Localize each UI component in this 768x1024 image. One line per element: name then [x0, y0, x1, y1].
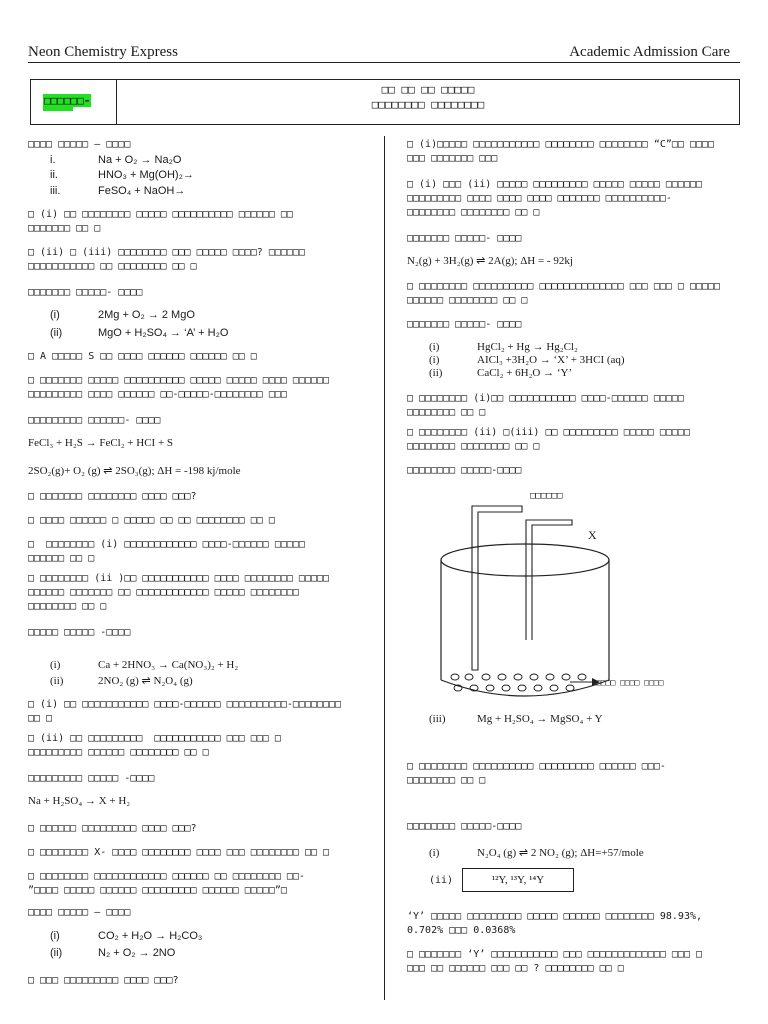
chemical-equation: 2SO₂(g)+ O₂ (g) ⇌ 2SO₃(g); ΔH = -198 kj/mole — [28, 465, 241, 477]
equation-row — [429, 846, 644, 860]
chapter-badge: □□□□□□- — [44, 94, 91, 107]
question-text: ‘Y’ □□□□□ □□□□□□□□□ □□□□□ □□□□□□ □□□□□□□□ 98.93%, 0.702% □□□ 0.0368% — [407, 911, 703, 936]
question-text: □□□□□□□□□ □□□□□□- □□□□ — [28, 415, 161, 426]
equation-row — [50, 658, 238, 672]
gas-collection-diagram — [430, 480, 690, 705]
item-number: (i) — [50, 309, 60, 321]
equation-row — [28, 464, 241, 478]
question-text: □□□□□□□□ □□□□□-□□□□ — [407, 821, 522, 832]
chemical-equation: N₂(g) + 3H₂(g) ⇌ 2A(g); ΔH = - 92kj — [407, 255, 573, 267]
question-text: □□□□□□□ □□□□□- □□□□ — [407, 319, 522, 330]
question-text: □ □□□□□□□□ (ii) □(iii) □□ □□□□□□□□□ □□□□□ □□□□□ □□□□□□□□ □□□□□□□□ □□ □ — [407, 427, 690, 452]
diagram-x-label: X — [588, 528, 597, 542]
chemical-equation: Na + O₂ → Na₂O — [98, 154, 182, 166]
item-number: ii. — [50, 169, 58, 181]
chemical-equation: Na + H₂SO₄ → X + H₂ — [28, 795, 131, 807]
equation-row — [28, 794, 130, 808]
question-text: □ □□□□□□□ ‘Y’ □□□□□□□□□□□ □□□ □□□□□□□□□□□□□ □□□ □ □□□ □□ □□□□□□ □□□ □□ ? □□□□□□□□ □□ □ — [407, 949, 703, 974]
chemical-equation: MgO + H₂SO₄ → ‘A’ + H₂O — [98, 327, 229, 339]
question-text: □ (i) □□ □□□□□□□□□□□ □□□□-□□□□□□ □□□□□□□□□□-□□□□□□□□ □□ □ — [28, 699, 342, 724]
chemical-equation: Mg + H₂SO₄ → MgSO₄ + Y — [477, 713, 603, 725]
equation-row — [50, 326, 228, 340]
equation-row — [50, 153, 181, 167]
chemical-equation: 2Mg + O₂ → 2 MgO — [98, 309, 195, 321]
equation-row — [429, 712, 603, 726]
isotope-box: ¹²Y, ¹³Y, ¹⁴Y — [462, 868, 574, 892]
question-text: □□□□□□□□□ □□□□□ -□□□□ — [28, 773, 155, 784]
item-number: iii. — [50, 185, 61, 197]
item-number: (ii) — [50, 947, 63, 959]
question-text: □□□□□□□ □□□□□- □□□□ — [28, 287, 143, 298]
question-text: (ii) — [429, 875, 454, 886]
equation-row — [50, 674, 193, 688]
chemical-equation: CaCl₂ + 6H₂O → ‘Y’ — [477, 367, 573, 379]
title-box — [30, 79, 740, 125]
item-number: i. — [50, 154, 56, 166]
question-text: □□□□□ □□□□□ -□□□□ — [28, 627, 131, 638]
question-text: □ □□□□□□□□ (ii )□□ □□□□□□□□□□□ □□□□ □□□□□□□□ □□□□□ □□□□□□ □□□□□□□ □□ □□□□□□□□□□□□ □□□□□ □□□□□□□□ □□□□□□□□ □□ □ — [28, 573, 330, 612]
diagram-top-label: □□□□□□ — [530, 491, 563, 501]
item-number: (i) — [50, 930, 60, 942]
question-text: □ □□□□□□□□ □□□□□□□□□□□□ □□□□□□ □□ □□□□□□□□ □□- ”□□□□ □□□□□ □□□□□□ □□□□□□□□□ □□□□□□ □□□□□”□ — [28, 871, 305, 896]
question-text: □ □□□□□□□□ (i) □□□□□□□□□□□□ □□□□-□□□□□□ □□□□□ □□□□□□ □□ □ — [28, 539, 305, 564]
page-header — [28, 44, 740, 64]
question-text: □ □□□□□□ □□□□□□□□□ □□□□ □□□? — [28, 823, 197, 834]
item-number: (i) — [50, 659, 61, 671]
equation-row — [50, 946, 175, 960]
title-line-2: □□□□□□□□ □□□□□□□□ — [371, 98, 485, 111]
question-text: □ □□□□□□□□ X- □□□□ □□□□□□□□ □□□□ □□□ □□□□□□□□ □□ □ — [28, 847, 330, 858]
question-text: □ (i)□□□□□ □□□□□□□□□□□ □□□□□□□□ □□□□□□□□ “C”□□ □□□□ □□□ □□□□□□□ □□□ — [407, 139, 715, 164]
equation-row — [50, 184, 185, 198]
chemical-equation: AICl₃ +3H₂O → ‘X’ + 3HCI (aq) — [477, 354, 625, 366]
publisher-name: Neon Chemistry Express — [28, 44, 178, 60]
equation-row — [429, 366, 572, 380]
diagram-bottom-label: □□□□ □□□□ □□□□ — [596, 678, 664, 687]
question-text: □□□□ □□□□□ – □□□□ — [28, 907, 131, 918]
equation-row — [429, 353, 625, 367]
title-line-1: □□ □□ □□ □□□□□ — [381, 83, 475, 96]
item-number: (ii) — [429, 367, 443, 379]
header-divider — [28, 62, 740, 63]
item-number: (ii) — [50, 675, 64, 687]
chemical-equation: FeSO₄ + NaOH→ — [98, 185, 186, 197]
question-text: □ □□□□ □□□□□□ □ □□□□□ □□ □□ □□□□□□□□ □□ □ — [28, 515, 275, 526]
question-text: □ (ii) □□ □□□□□□□□□ □□□□□□□□□□□ □□□ □□□ □ □□□□□□□□□ □□□□□□ □□□□□□□□ □□ □ — [28, 733, 281, 758]
item-number: (iii) — [429, 713, 446, 725]
question-text: □ (ii) □ (iii) □□□□□□□□ □□□ □□□□□ □□□□? □□□□□□ □□□□□□□□□□□ □□ □□□□□□□□ □□ □ — [28, 247, 305, 272]
equation-row — [28, 436, 173, 450]
chemical-equation: FeCl₃ + H₂S → FeCl₂ + HCI + S — [28, 437, 174, 449]
chemical-equation: N₂O₄ (g) ⇌ 2 NO₂ (g); ΔH=+57/mole — [477, 847, 644, 859]
question-text: □ (i) □□ □□□□□□□□ □□□□□ □□□□□□□□□□ □□□□□□ □□ □□□□□□□ □□ □ — [28, 209, 293, 234]
question-text: □ □□□□□□□ □□□□□ □□□□□□□□□□ □□□□□ □□□□□ □□□□ □□□□□□ □□□□□□□□□ □□□□ □□□□□□ □□-□□□□□-□□□□□□□□ □□□ — [28, 375, 330, 400]
chemical-equation: Ca + 2HNO₃ → Ca(NO₃)₂ + H₂ — [98, 659, 239, 671]
chemical-equation: 2NO₂ (g) ⇌ N₂O₄ (g) — [98, 675, 193, 687]
chemical-equation: CO₂ + H₂O → H₂CO₃ — [98, 930, 203, 942]
column-divider — [384, 136, 385, 1000]
question-text: □ □□□ □□□□□□□□□ □□□□ □□□? — [28, 975, 179, 986]
question-text: □ A □□□□□ S □□ □□□□ □□□□□□ □□□□□□ □□ □ — [28, 351, 257, 362]
equation-row — [50, 168, 194, 182]
equation-row — [429, 340, 578, 354]
chapter-badge-highlight — [43, 107, 73, 111]
chemical-equation: HNO₃ + Mg(OH)₂→ — [98, 169, 194, 181]
equation-row — [407, 254, 573, 268]
item-number: (i) — [429, 354, 440, 366]
question-text: □□□□ □□□□□ – □□□□ — [28, 139, 131, 150]
question-text: □□□□□□□□ □□□□□-□□□□ — [407, 465, 522, 476]
item-number: (i) — [429, 341, 440, 353]
item-number: (i) — [429, 847, 440, 859]
question-text: □ (i) □□□ (ii) □□□□□ □□□□□□□□□ □□□□□ □□□□□ □□□□□□ □□□□□□□□□ □□□□ □□□□ □□□□ □□□□□□□ □□□□□□□□□□- □□□□□□□□ □□□□□□□□ □□ □ — [407, 179, 703, 218]
item-number: (ii) — [50, 327, 63, 339]
question-text: □□□□□□□ □□□□□- □□□□ — [407, 233, 522, 244]
organization-name: Academic Admission Care — [569, 44, 730, 60]
equation-row — [50, 308, 195, 322]
question-text: □ □□□□□□□ □□□□□□□□ □□□□ □□□? — [28, 491, 197, 502]
chemical-equation: N₂ + O₂ → 2NO — [98, 947, 176, 959]
question-text: □ □□□□□□□□ □□□□□□□□□□ □□□□□□□□□□□□□□ □□□ □□□ □ □□□□□ □□□□□□ □□□□□□□□ □□ □ — [407, 281, 721, 306]
question-text: □ □□□□□□□□ (i)□□ □□□□□□□□□□□ □□□□-□□□□□□ □□□□□ □□□□□□□□ □□ □ — [407, 393, 684, 418]
equation-row — [50, 929, 202, 943]
chemical-equation: HgCl₂ + Hg → Hg₂Cl₂ — [477, 341, 578, 353]
title-badge-cell — [31, 80, 117, 124]
question-text: □ □□□□□□□□ □□□□□□□□□□ □□□□□□□□□ □□□□□□ □□□- □□□□□□□□ □□ □ — [407, 761, 666, 786]
